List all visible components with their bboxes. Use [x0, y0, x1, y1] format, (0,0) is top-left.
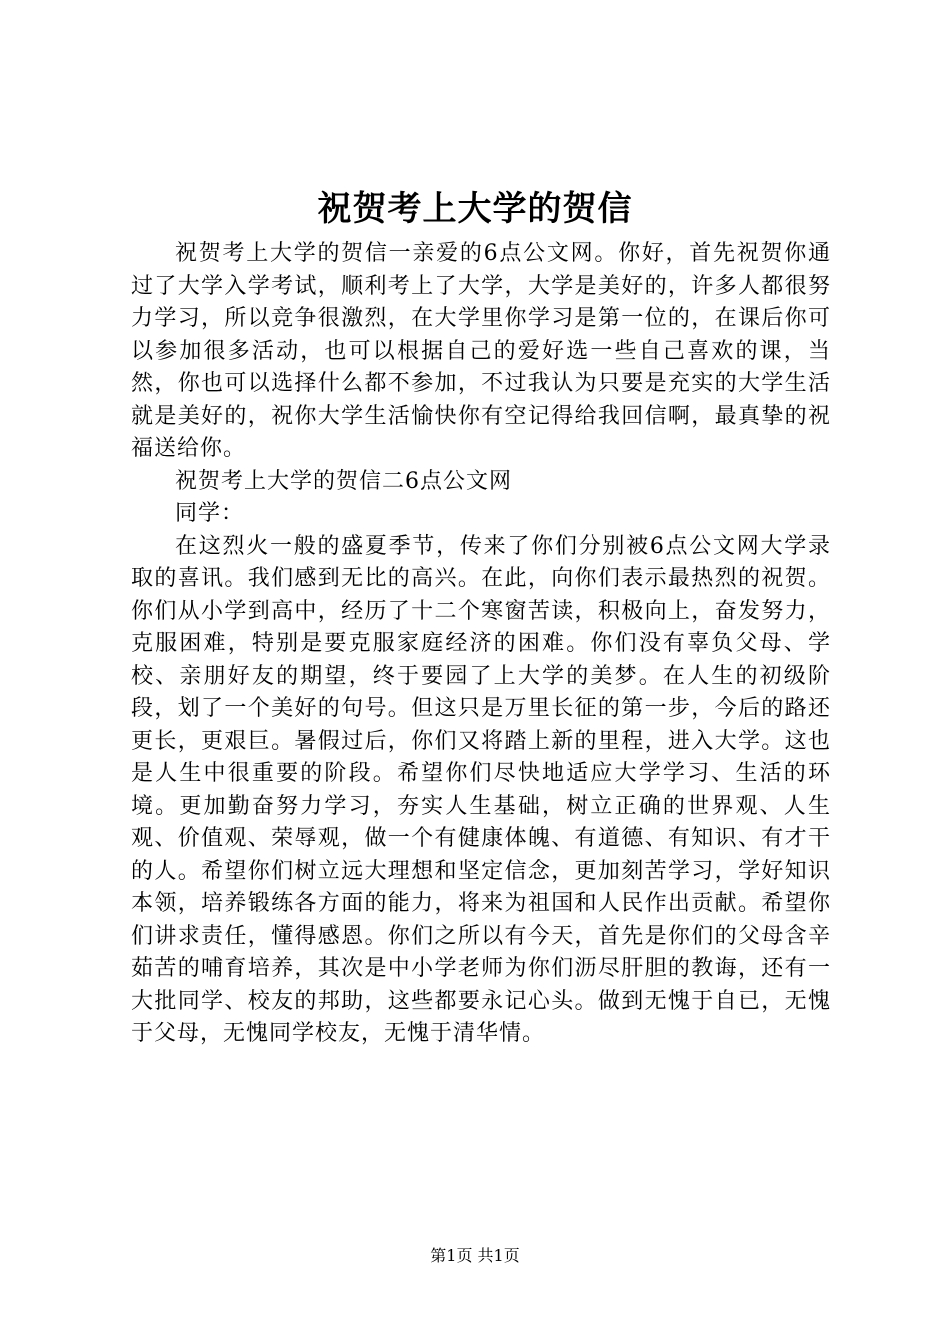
document-body [131, 238, 831, 1051]
paragraph-letter-two-body: 在这烈火一般的盛夏季节，传来了你们分别被6点公文网大学录取的喜讯。我们感到无比的高兴。在此，向你们表示最热烈的祝贺。你们从小学到高中，经历了十二个寒窗苦读，积极向上，奋发努力，克服困难，特别是要克服家庭经济的困难。你们没有辜负父母、学校、亲朋好友的期望，终于要园了上大学的美梦。在人生的初级阶段，划了一个美好的句号。但这只是万里长征的第一步，今后的路还更长，更艰巨。暑假过后，你们又将踏上新的里程，进入大学。这也是人生中很重要的阶段。希望你们尽快地适应大学学习、生活的环境。更加勤奋努力学习，夯实人生基础，树立正确的世界观、人生观、价值观、荣辱观，做一个有健康体魄、有道德、有知识、有才干的人。希望你们树立远大理想和坚定信念，更加刻苦学习，学好知识本领，培养锻练各方面的能力，将来为祖国和人民作出贡献。希望你们讲求责任，懂得感恩。你们之所以有今天，首先是你们的父母含辛茹苦的哺育培养，其次是中小学老师为你们沥尽肝胆的教诲，还有一大批同学、校友的邦助，这些都要永记心头。做到无愧于自已，无愧于父母，无愧同学校友，无愧于清华情。 [131, 533, 831, 1046]
document-title: 祝贺考上大学的贺信 [317, 189, 633, 229]
paragraph-letter-two-heading: 祝贺考上大学的贺信二6点公文网 [175, 468, 512, 494]
paragraph-letter-one: 祝贺考上大学的贺信一亲爱的6点公文网。你好，首先祝贺你通过了大学入学考试，顺利考上了大学，大学是美好的，许多人都很努力学习，所以竞争很激烈，在大学里你学习是第一位的，在课后你可以参加很多活动，也可以根据自己的爱好选一些自己喜欢的课，当然，你也可以选择什么都不参加，不过我认为只要是充实的大学生活就是美好的，祝你大学生活愉快你有空记得给我回信啊，最真挚的祝福送给你。 [131, 241, 831, 461]
paragraph-salutation: 同学： [175, 501, 245, 526]
page-footer: 第1页 共1页 [430, 1246, 520, 1265]
